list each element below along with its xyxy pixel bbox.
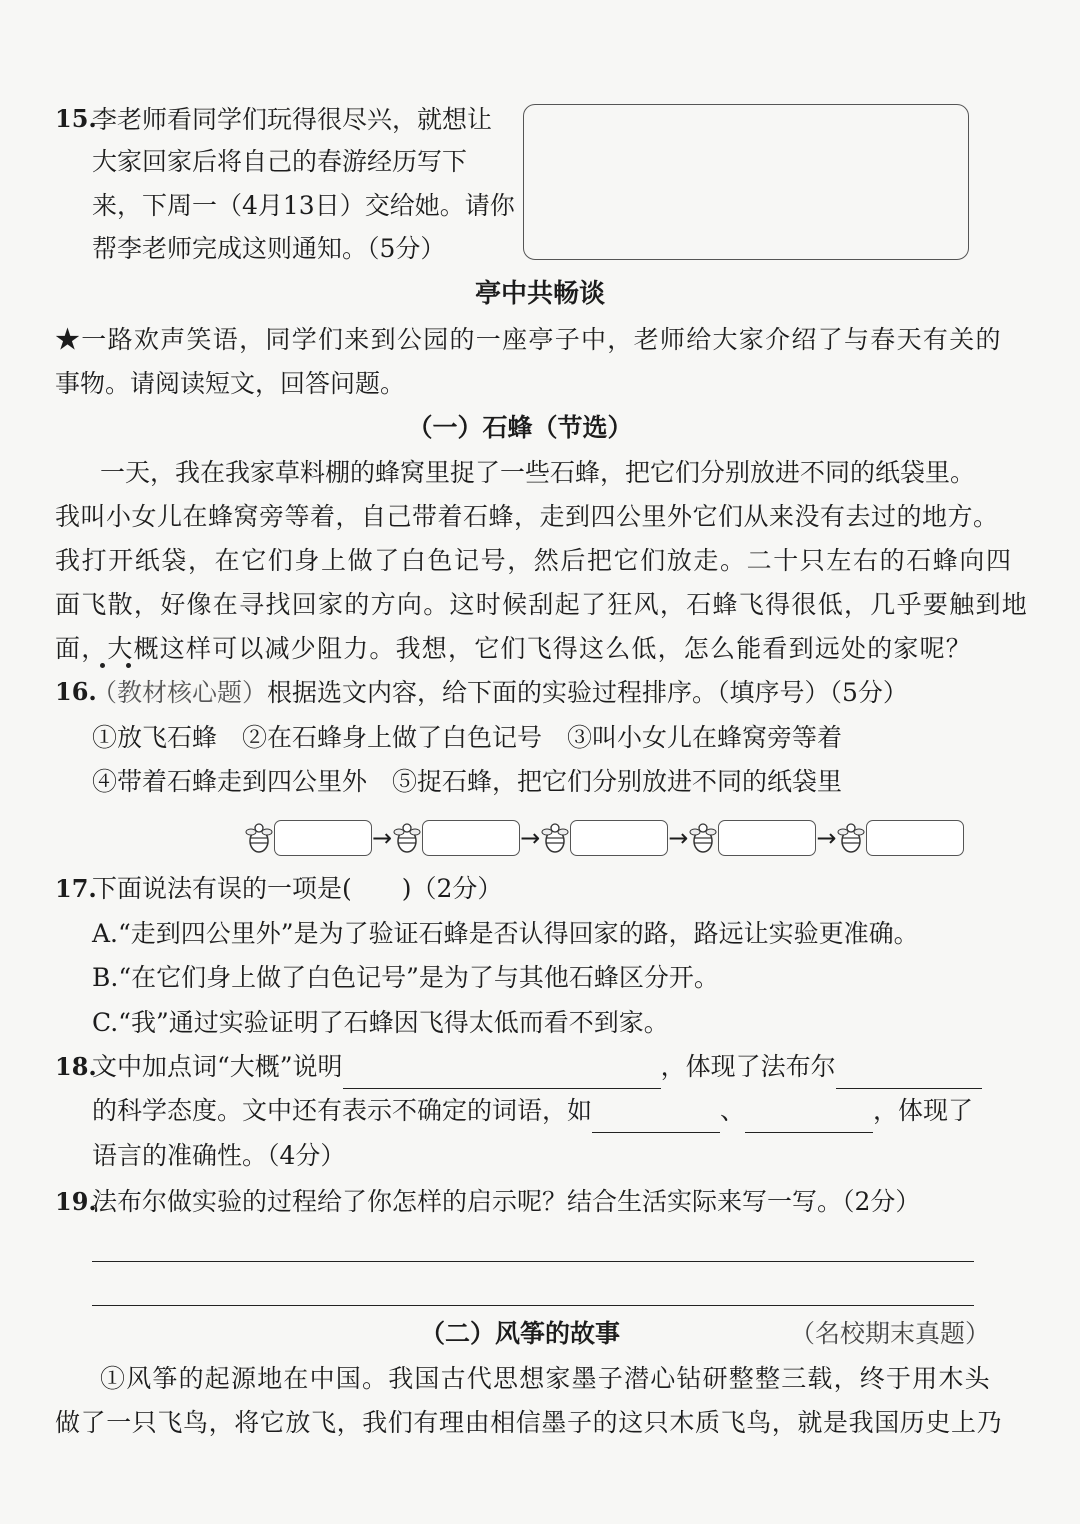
- passage1-line-3: 我打开纸袋，在它们身上做了白色记号，然后把它们放走。二十只左右的石蜂向四: [55, 546, 1013, 575]
- emphasis-dot-1: [100, 663, 105, 668]
- q19-answer-line-1[interactable]: [92, 1261, 974, 1262]
- q16-sequence: [244, 820, 964, 856]
- q18-row-2: [92, 1089, 973, 1133]
- step-box-2[interactable]: [422, 820, 520, 856]
- q19-number: 19.: [55, 1187, 97, 1216]
- passage1-line-5: 面，大概这样可以减少阻力。我想，它们飞得这么低，怎么能看到远处的家呢？: [55, 634, 973, 663]
- intro-line-1: ★一路欢声笑语，同学们来到公园的一座亭子中，老师给大家介绍了与春天有关的: [55, 325, 1002, 354]
- q18-part-3: 的科学态度。文中还有表示不确定的词语，如: [92, 1096, 593, 1125]
- step-box-5[interactable]: [866, 820, 964, 856]
- q16-line: [92, 671, 908, 715]
- passage2-line-2: 做了一只飞鸟，将它放飞，我们有理由相信墨子的这只木质飞鸟，就是我国历史上乃: [55, 1408, 1003, 1437]
- q15-number: 15.: [55, 104, 97, 133]
- q15-line-4: 帮李老师完成这则通知。（5分）: [92, 234, 446, 263]
- q19-answer-line-2[interactable]: [92, 1305, 974, 1306]
- step-box-3[interactable]: [570, 820, 668, 856]
- q15-line-1: 李老师看同学们玩得很尽兴，就想让: [92, 105, 493, 134]
- passage2-source-tag: （名校期末真题）: [790, 1319, 991, 1348]
- bee-icon: [836, 821, 866, 855]
- bee-icon: [540, 821, 570, 855]
- bee-icon: [688, 821, 718, 855]
- step-box-4[interactable]: [718, 820, 816, 856]
- q16-text: 根据选文内容，给下面的实验过程排序。（填序号）（5分）: [267, 678, 908, 707]
- q16-options-row-2: ④带着石蜂走到四公里外 ⑤捉石蜂，把它们分别放进不同的纸袋里: [92, 767, 843, 796]
- q15-line-2: 大家回家后将自己的春游经历写下: [92, 147, 468, 176]
- intro-line-2: 事物。请阅读短文，回答问题。: [55, 369, 406, 398]
- q17-option-b: B.“在它们身上做了白色记号”是为了与其他石蜂区分开。: [92, 963, 719, 992]
- q16-number: 16.: [55, 677, 97, 706]
- bee-icon: [244, 821, 274, 855]
- q17-option-a: A.“走到四公里外”是为了验证石蜂是否认得回家的路，路远让实验更准确。: [92, 919, 919, 948]
- q18-blank-4[interactable]: [745, 1102, 873, 1133]
- q18-part-2: ，体现了法布尔: [660, 1052, 836, 1081]
- q18-part-4: ，体现了: [873, 1096, 974, 1125]
- q17-option-c: C.“我”通过实验证明了石蜂因飞得太低而看不到家。: [92, 1008, 669, 1037]
- passage1-line-4: 面飞散，好像在寻找回家的方向。这时候刮起了狂风，石蜂飞得很低，几乎要触到地: [55, 590, 1029, 619]
- bee-icon: [392, 821, 422, 855]
- q15-line-3: 来，下周一（4月13日）交给她。请你: [92, 191, 515, 220]
- arrow-1: →: [372, 824, 393, 852]
- q15-answer-box[interactable]: [523, 104, 969, 260]
- arrow-4: →: [816, 824, 837, 852]
- q18-blank-2[interactable]: [836, 1058, 982, 1089]
- q16-tag: （教材核心题）: [92, 678, 268, 707]
- q18-blank-3[interactable]: [592, 1102, 720, 1133]
- q18-part-5: 语言的准确性。（4分）: [92, 1141, 346, 1170]
- section-title: 亭中共畅谈: [474, 279, 605, 309]
- q18-part-1: 文中加点词“大概”说明: [92, 1052, 343, 1081]
- q19-text: 法布尔做实验的过程给了你怎样的启示呢？结合生活实际来写一写。（2分）: [92, 1187, 921, 1216]
- passage1-line-2: 我叫小女儿在蜂窝旁等着，自己带着石蜂，走到四公里外它们从来没有去过的地方。: [55, 502, 999, 531]
- arrow-3: →: [668, 824, 689, 852]
- q18-number: 18.: [55, 1052, 97, 1081]
- q17-text: 下面说法有误的一项是( )（2分）: [92, 874, 503, 903]
- passage1-line-1: 一天，我在我家草料棚的蜂窝里捉了一些石蜂，把它们分别放进不同的纸袋里。: [100, 458, 976, 487]
- q18-blank-1[interactable]: [343, 1058, 661, 1089]
- passage2-line-1: ①风筝的起源地在中国。我国古代思想家墨子潜心钻研整整三载，终于用木头: [100, 1364, 991, 1393]
- q16-options-row-1: ①放飞石蜂 ②在石蜂身上做了白色记号 ③叫小女儿在蜂窝旁等着: [92, 723, 843, 752]
- step-box-1[interactable]: [274, 820, 372, 856]
- passage1-title: （一）石蜂（节选）: [407, 413, 633, 442]
- q18-row-1: [92, 1045, 982, 1089]
- arrow-2: →: [520, 824, 541, 852]
- emphasis-dot-2: [126, 663, 131, 668]
- q18-sep: 、: [720, 1096, 746, 1125]
- q17-number: 17.: [55, 874, 97, 903]
- passage2-title: （二）风筝的故事: [419, 1319, 620, 1348]
